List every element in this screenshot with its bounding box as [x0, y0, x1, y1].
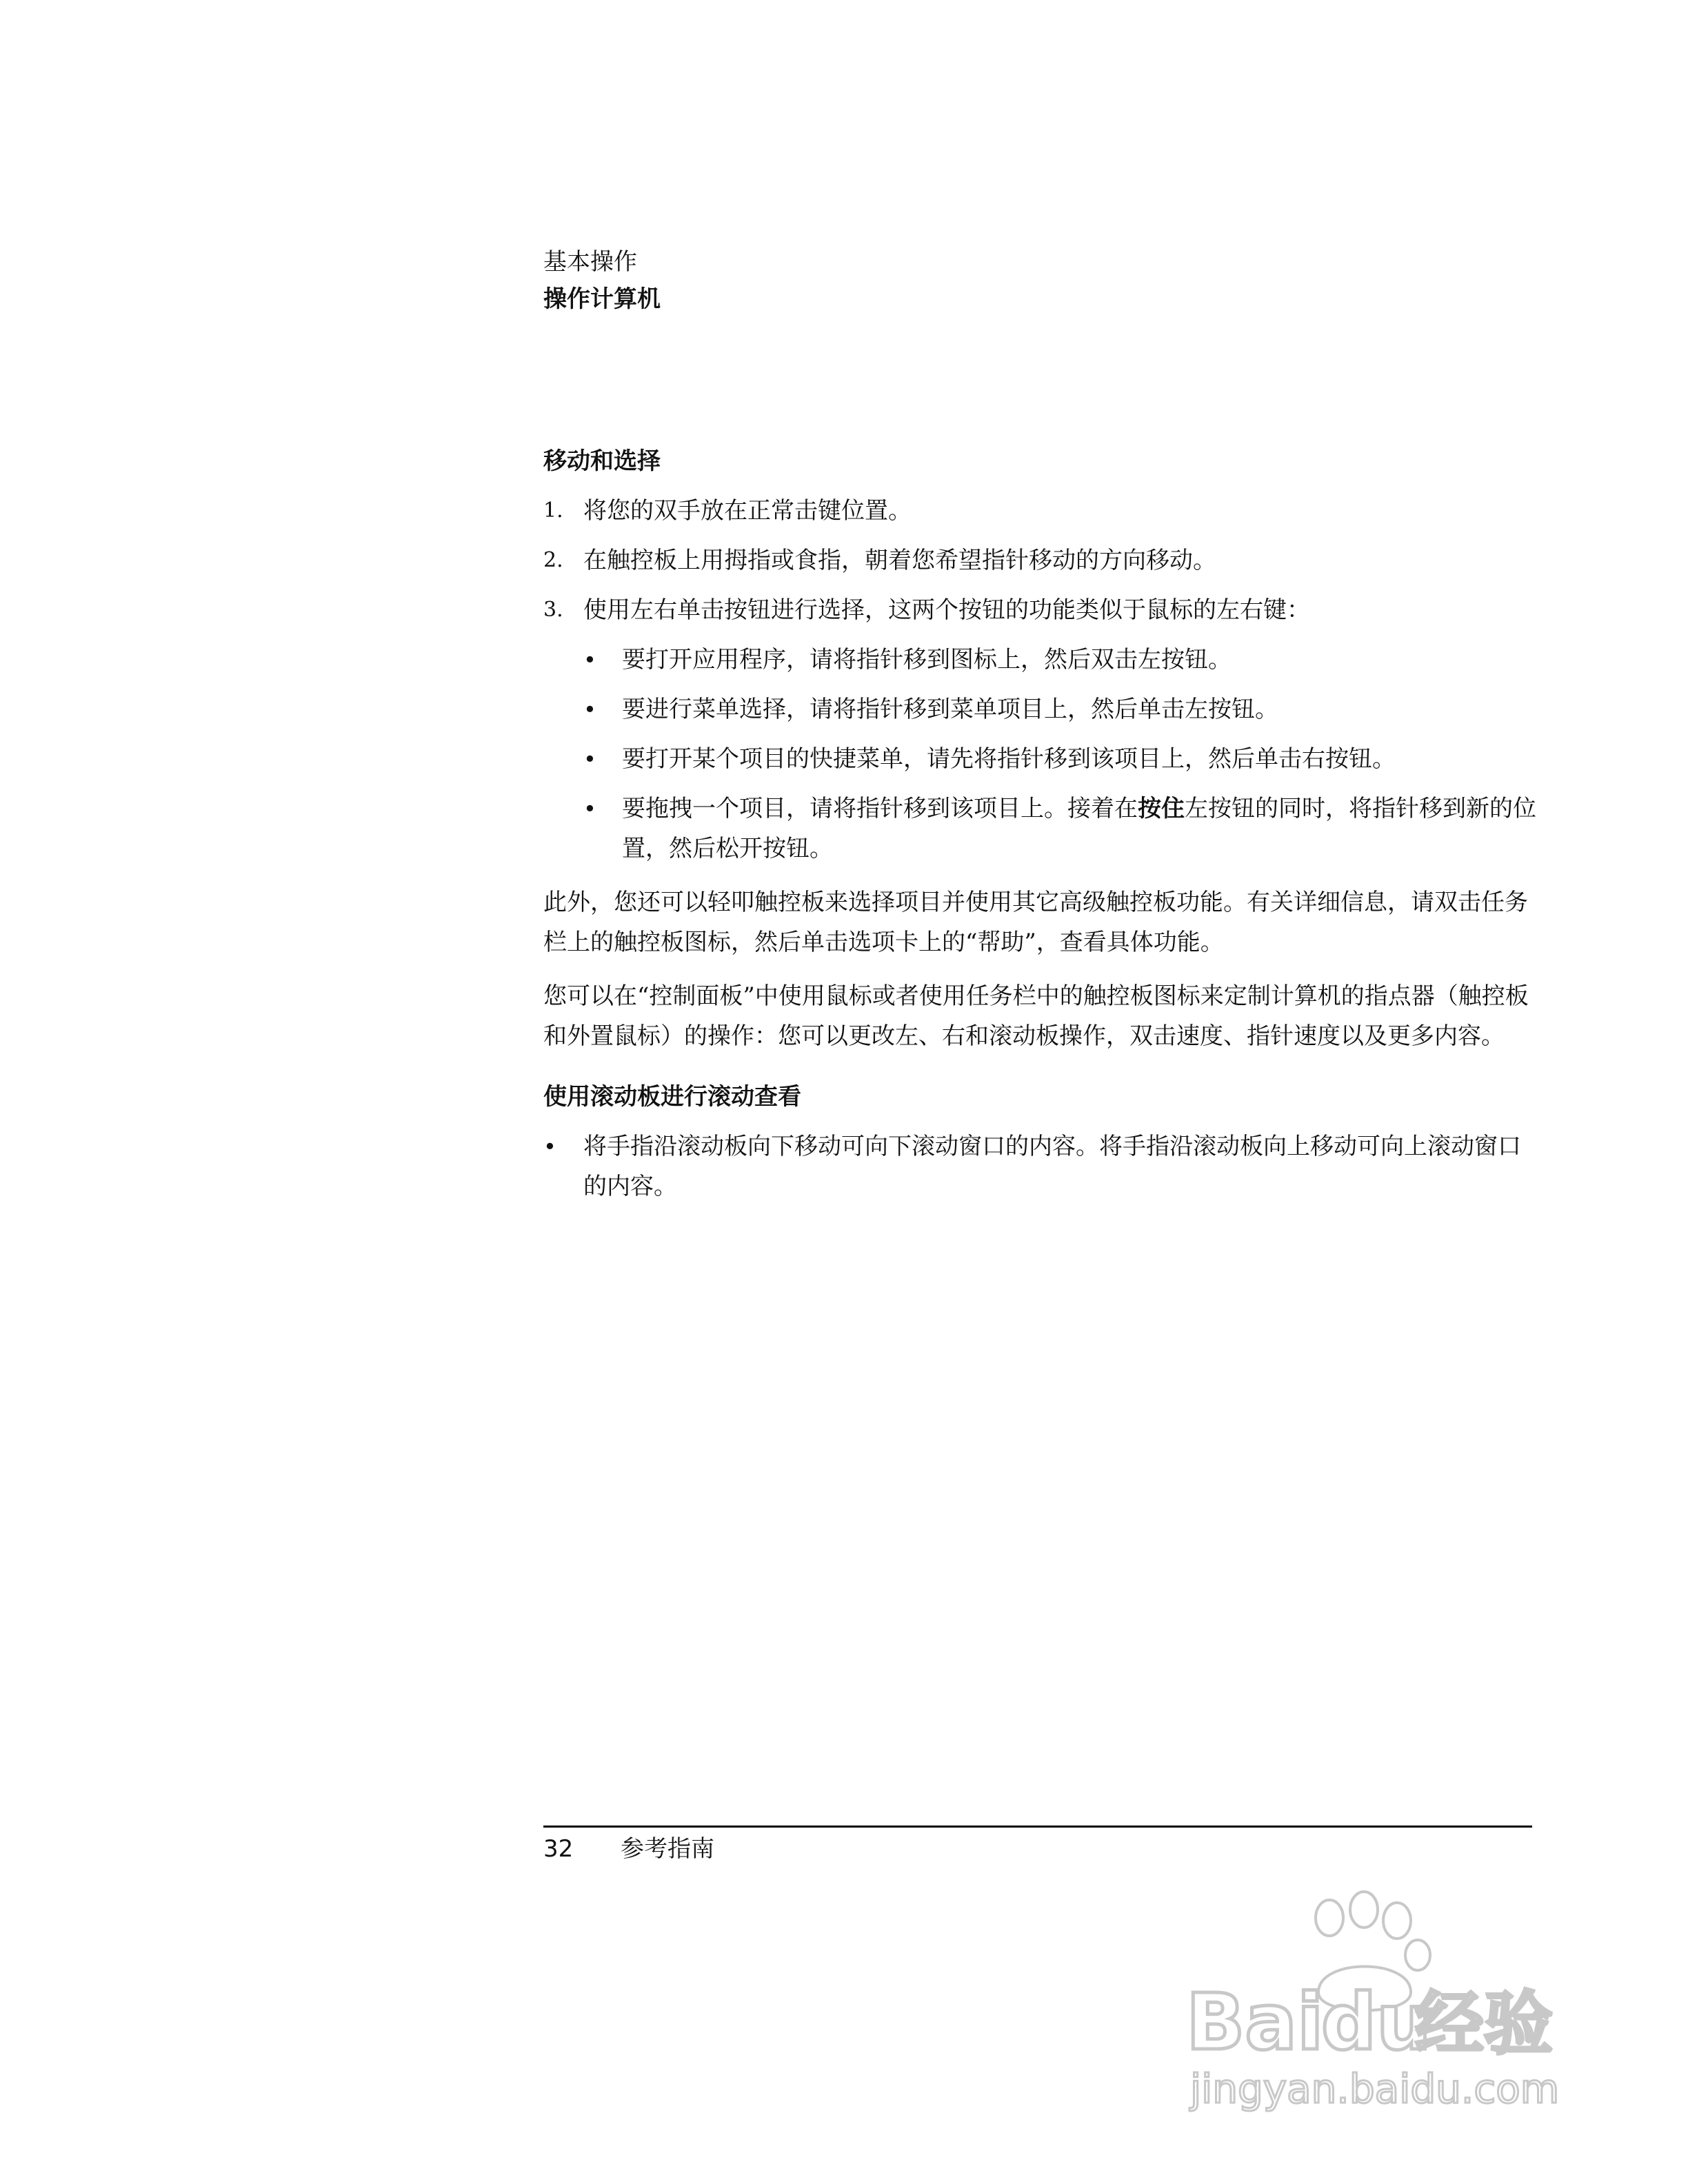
- step-number: 2.: [543, 548, 563, 572]
- running-header-chapter: 基本操作: [543, 248, 637, 276]
- footer-rule: [543, 1826, 1532, 1828]
- bullet-icon: •: [583, 696, 596, 722]
- scroll-item-text: 将手指沿滚动板向下移动可向下滚动窗口的内容。将手指沿滚动板向上移动可向上滚动窗口的内容。: [583, 1133, 1521, 1200]
- list-item: [583, 689, 1536, 729]
- list-item: [543, 491, 1536, 531]
- bullet-icon: •: [583, 796, 596, 822]
- paragraph-tap: 此外，您还可以轻叩触控板来选择项目并使用其它高级触控板功能。有关详细信息，请双击任务栏上的触控板图标，然后单击选项卡上的“帮助”，查看具体功能。: [543, 889, 1528, 956]
- scroll-list: [543, 1126, 1536, 1206]
- sub-item-text: 要打开某个项目的快捷菜单，请先将指针移到该项目上，然后单击右按钮。: [622, 745, 1396, 773]
- list-item: [543, 1126, 1536, 1206]
- list-item: [583, 640, 1536, 680]
- heading-scroll: 使用滚动板进行滚动查看: [543, 1083, 801, 1111]
- watermark-logo-mid: du: [1321, 1978, 1431, 2067]
- watermark-url: jingyan.baidu.com: [1190, 2065, 1560, 2112]
- page-footer: [543, 1832, 714, 1866]
- bullet-icon: •: [543, 1133, 556, 1160]
- steps-list: [543, 491, 1536, 869]
- sub-item-text: 要打开应用程序，请将指针移到图标上，然后双击左按钮。: [622, 646, 1232, 674]
- bullet-icon: •: [583, 746, 596, 772]
- heading-move-select: 移动和选择: [543, 447, 661, 475]
- list-item: [543, 590, 1536, 869]
- step-text: 使用左右单击按钮进行选择，这两个按钮的功能类似于鼠标的左右键：: [583, 596, 1310, 624]
- sub-item-text: 要进行菜单选择，请将指针移到菜单项目上，然后单击左按钮。: [622, 696, 1278, 723]
- watermark-logo-left: Bai: [1186, 1978, 1324, 2067]
- footer-title: 参考指南: [621, 1835, 714, 1863]
- paragraph-control-panel: 您可以在“控制面板”中使用鼠标或者使用任务栏中的触控板图标来定制计算机的指点器（触控板和外置鼠标）的操作：您可以更改左、右和滚动板操作，双击速度、指针速度以及更多内容。: [543, 982, 1529, 1050]
- page-number: 32: [543, 1835, 574, 1863]
- list-item: [543, 540, 1536, 580]
- sub-item-text-before: 要拖拽一个项目，请将指针移到该项目上。接着在: [622, 795, 1138, 822]
- step-number: 3.: [543, 598, 563, 622]
- sub-list: [583, 640, 1536, 869]
- sub-item-text-after: 左按钮的同时，将指针移到新的位置，然后松开按钮。: [622, 795, 1536, 862]
- step-number: 1.: [543, 498, 563, 523]
- bullet-icon: •: [583, 647, 596, 673]
- sub-item-emphasis: 按住: [1138, 795, 1185, 822]
- list-item: [583, 789, 1536, 869]
- baidu-watermark-logo: [1183, 1889, 1569, 2116]
- step-text: 在触控板上用拇指或食指，朝着您希望指针移动的方向移动。: [583, 547, 1216, 574]
- step-text: 将您的双手放在正常击键位置。: [583, 497, 912, 525]
- list-item: [583, 739, 1536, 779]
- watermark-logo-cn: 经验: [1415, 1983, 1553, 2064]
- running-header-section: 操作计算机: [543, 285, 661, 313]
- page-body: [543, 441, 1536, 1206]
